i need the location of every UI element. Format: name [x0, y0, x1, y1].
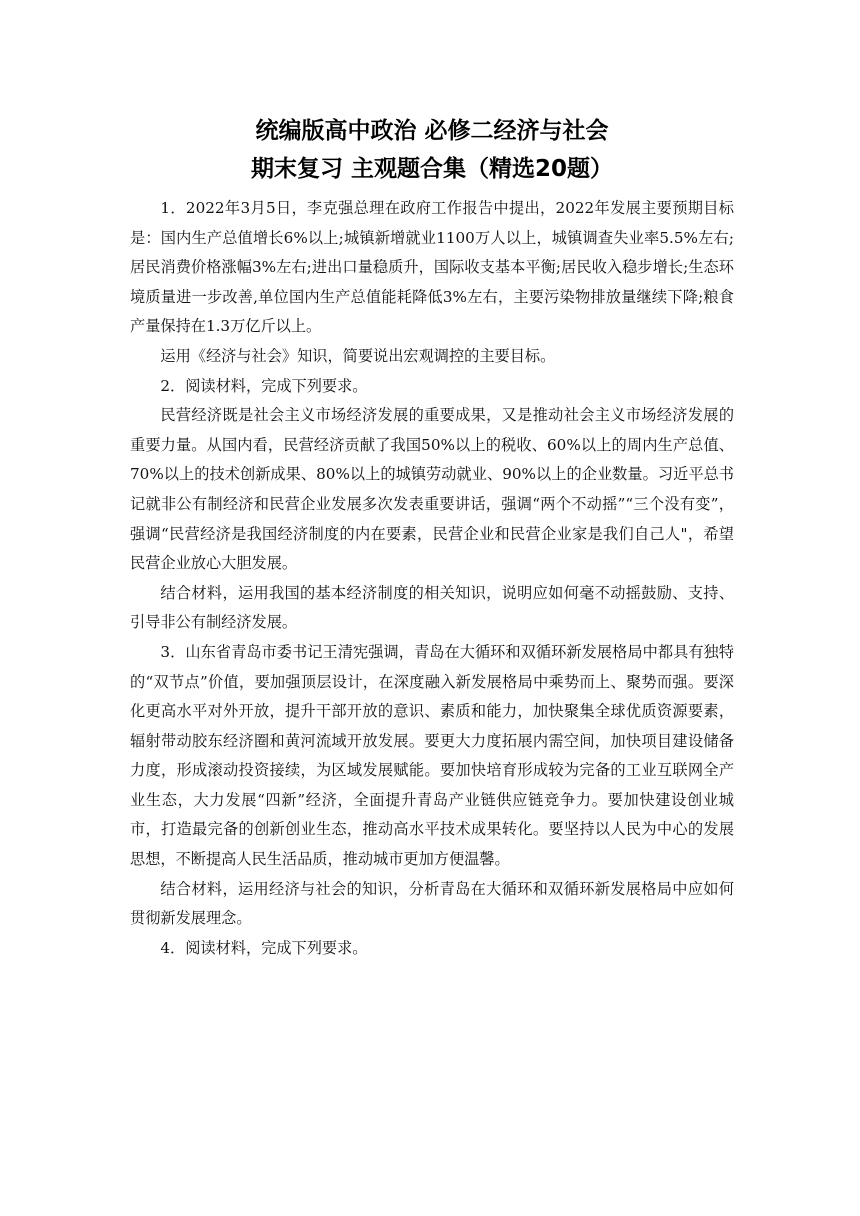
document-body: [130, 112, 734, 963]
question-2-material: 民营经济既是社会主义市场经济发展的重要成果，又是推动社会主义市场经济发展的重要力量。从国内看，民营经济贡献了我国50%以上的税收、60%以上的周内生产总值、70%以上的技术创新成果、80%以上的城镇劳动就业、90%以上的企业数量。习近平总书记就非公有制经济和民营企业发展多次发表重要讲话，强调“两个不动摇”“三个没有变”，强调“民营经济是我国经济制度的内在要素，民营企业和民营企业家是我们自己人"，希望民营企业放心大胆发展。: [130, 406, 734, 573]
document-title-line2: 期末复习 主观题合集（精选20题）: [250, 156, 613, 182]
document-title-line1: 统编版高中政治 必修二经济与社会: [255, 118, 609, 144]
question-3-material: 3．山东省青岛市委书记王清宪强调，青岛在大循环和双循环新发展格局中都具有独特的“双节点”价值，要加强顶层设计，在深度融入新发展格局中乘势而上、聚势而强。要深化更高水平对外开放，提升干部开放的意识、素质和能力，加快聚集全球优质资源要素，辐射带动胶东经济圈和黄河流域开放发展。要更大力度拓展内需空间，加快项目建设储备力度，形成滚动投资接续，为区域发展赋能。要加快培育形成较为完备的工业互联网全产业生态，大力发展“四新”经济，全面提升青岛产业链供应链竞争力。要加快建设创业城市，打造最完备的创新创业生态，推动高水平技术成果转化。要坚持以人民为中心的发展思想，不断提高人民生活品质，推动城市更加方便温馨。: [130, 642, 734, 869]
question-1-material: 1．2022年3月5日，李克强总理在政府工作报告中提出，2022年发展主要预期目标是：国内生产总值增长6%以上;城镇新增就业1100万人以上，城镇调查失业率5.5%左右;居民消费价格涨幅3%左右;进出口量稳质升，国际收支基本平衡;居民收入稳步增长;生态环境质量进一步改善,单位国内生产总值能耗降低3%左右，主要污染物排放量继续下降;粮食产量保持在1.3万亿斤以上。: [130, 199, 734, 336]
question-2-intro: 2．阅读材料，完成下列要求。: [160, 376, 368, 395]
question-3-prompt: 结合材料，运用经济与社会的知识，分析青岛在大循环和双循环新发展格局中应如何贯彻新发展理念。: [130, 879, 734, 928]
question-1-prompt: 运用《经济与社会》知识，简要说出宏观调控的主要目标。: [160, 346, 556, 365]
question-2-prompt: 结合材料，运用我国的基本经济制度的相关知识，说明应如何毫不动摇鼓励、支持、引导非公有制经济发展。: [130, 583, 734, 632]
question-4-intro: 4．阅读材料，完成下列要求。: [160, 938, 368, 957]
